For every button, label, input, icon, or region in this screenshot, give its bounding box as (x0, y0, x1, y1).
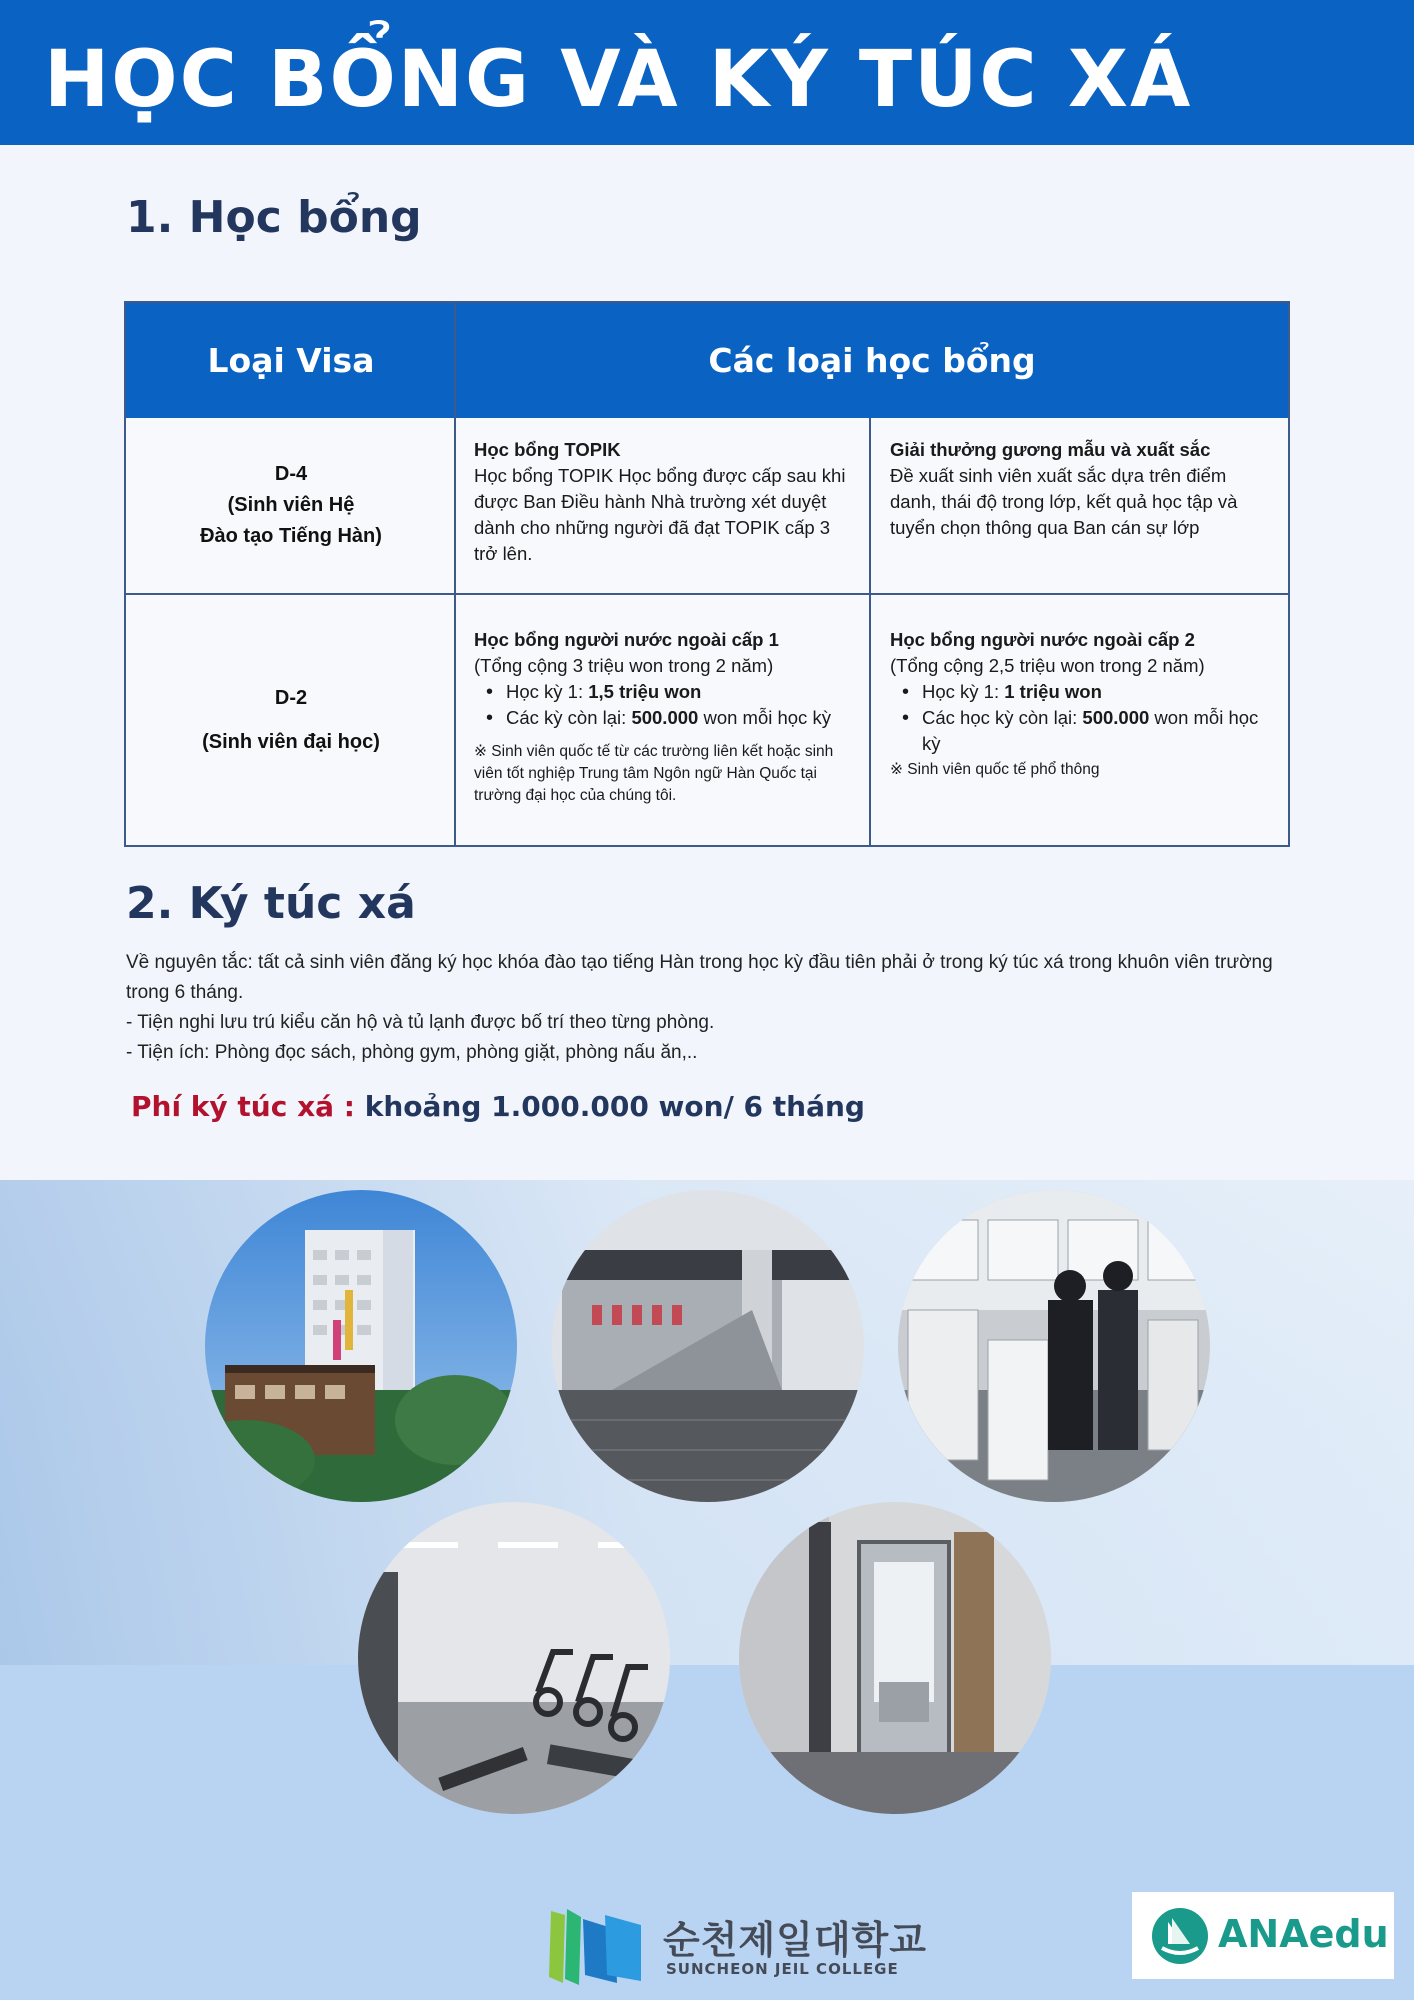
visa-cell-d4 (126, 418, 456, 593)
page-title: HỌC BỔNG VÀ KÝ TÚC XÁ (44, 35, 1193, 125)
scholarship-body: Học bổng TOPIK Học bổng được cấp sau khi được Ban Điều hành Nhà trường xét duyệt dành cho những người đã đạt TOPIK cấp 3 trở lên. (474, 465, 846, 564)
dormitory-fee (131, 1090, 865, 1123)
list-item: • Các học kỳ còn lại: 500.000 won mỗi học kỳ (890, 705, 1275, 757)
dormitory-rule: Về nguyên tắc: tất cả sinh viên đăng ký học khóa đào tạo tiếng Hàn trong học kỳ đầu tiên phải ở trong ký túc xá trong khuôn viên trường trong 6 tháng. (126, 952, 1273, 1003)
scholarship-title: Giải thưởng gương mẫu và xuất sắc (890, 439, 1211, 460)
scholarship-note: ※ Sinh viên quốc tế từ các trường liên kết hoặc sinh viên tốt nghiệp Trung tâm Ngôn ngữ Hàn Quốc tại trường đại học của chúng tôi. (474, 743, 834, 804)
scholarship-note: ※ Sinh viên quốc tế phổ thông (890, 761, 1100, 778)
dormitory-building-photo (205, 1190, 517, 1502)
dormitory-facilities: - Tiện ích: Phòng đọc sách, phòng gym, phòng giặt, phòng nấu ăn,.. (126, 1042, 698, 1063)
visa-cell-d2 (126, 595, 456, 845)
visa-code: D-2 (274, 687, 308, 709)
scholarship-cell-foreign-2 (890, 627, 1275, 781)
list-item: • Các kỳ còn lại: 500.000 won mỗi học kỳ (474, 705, 864, 731)
college-name-korean: 순천제일대학교 (663, 1918, 927, 1962)
dormitory-amenity: - Tiện nghi lưu trú kiểu căn hộ và tủ lạnh được bố trí theo từng phòng. (126, 1012, 715, 1033)
scholarship-cell-foreign-1 (474, 627, 864, 807)
gym-room-photo (358, 1502, 670, 1814)
scholarship-title: Học bổng TOPIK (474, 439, 621, 460)
laundry-room-photo (898, 1190, 1210, 1502)
college-logo (545, 1905, 927, 1985)
section-dormitory-title: 2. Ký túc xá (126, 878, 416, 929)
college-name-english: SUNCHEON JEIL COLLEGE (666, 1960, 899, 1978)
partner-logo (1132, 1892, 1394, 1979)
scholarship-total: (Tổng cộng 3 triệu won trong 2 năm) (474, 655, 774, 676)
header-bar (0, 0, 1414, 145)
visa-description: (Sinh viên đại học) (202, 731, 380, 753)
scholarship-total: (Tổng cộng 2,5 triệu won trong 2 năm) (890, 655, 1205, 676)
fee-label: Phí ký túc xá : (131, 1090, 365, 1123)
scholarship-body: Đề xuất sinh viên xuất sắc dựa trên điểm danh, thái độ trong lớp, kết quả học tập và tuyển chọn thông qua Ban cán sự lớp (890, 465, 1238, 538)
scholarship-table (124, 301, 1290, 847)
visa-code: D-4 (274, 463, 308, 485)
table-divider (869, 418, 871, 845)
scholarship-title: Học bổng người nước ngoài cấp 2 (890, 629, 1195, 650)
dorm-hallway-photo (739, 1502, 1051, 1814)
fee-value: khoảng 1.000.000 won/ 6 tháng (364, 1090, 865, 1123)
scholarship-cell-topik (474, 437, 854, 567)
header-scholarship-types: Các loại học bổng (456, 303, 1288, 418)
scholarship-list (890, 679, 1275, 757)
scholarship-title: Học bổng người nước ngoài cấp 1 (474, 629, 779, 650)
scholarship-list (474, 679, 864, 731)
ana-ship-icon (1150, 1906, 1210, 1966)
visa-description: (Sinh viên Hệ (227, 494, 355, 516)
dormitory-description (126, 948, 1276, 1068)
header-visa-type: Loại Visa (126, 303, 456, 418)
campus-courtyard-photo (552, 1190, 864, 1502)
partner-name: ANAedu (1218, 1912, 1389, 1956)
list-item: • Học kỳ 1: 1,5 triệu won (474, 679, 864, 705)
scholarship-cell-excellence (890, 437, 1275, 541)
visa-description: Đào tạo Tiếng Hàn) (200, 525, 382, 547)
college-logo-mark-icon (545, 1905, 645, 1985)
list-item: • Học kỳ 1: 1 triệu won (890, 679, 1275, 705)
section-scholarship-title: 1. Học bổng (126, 192, 422, 243)
